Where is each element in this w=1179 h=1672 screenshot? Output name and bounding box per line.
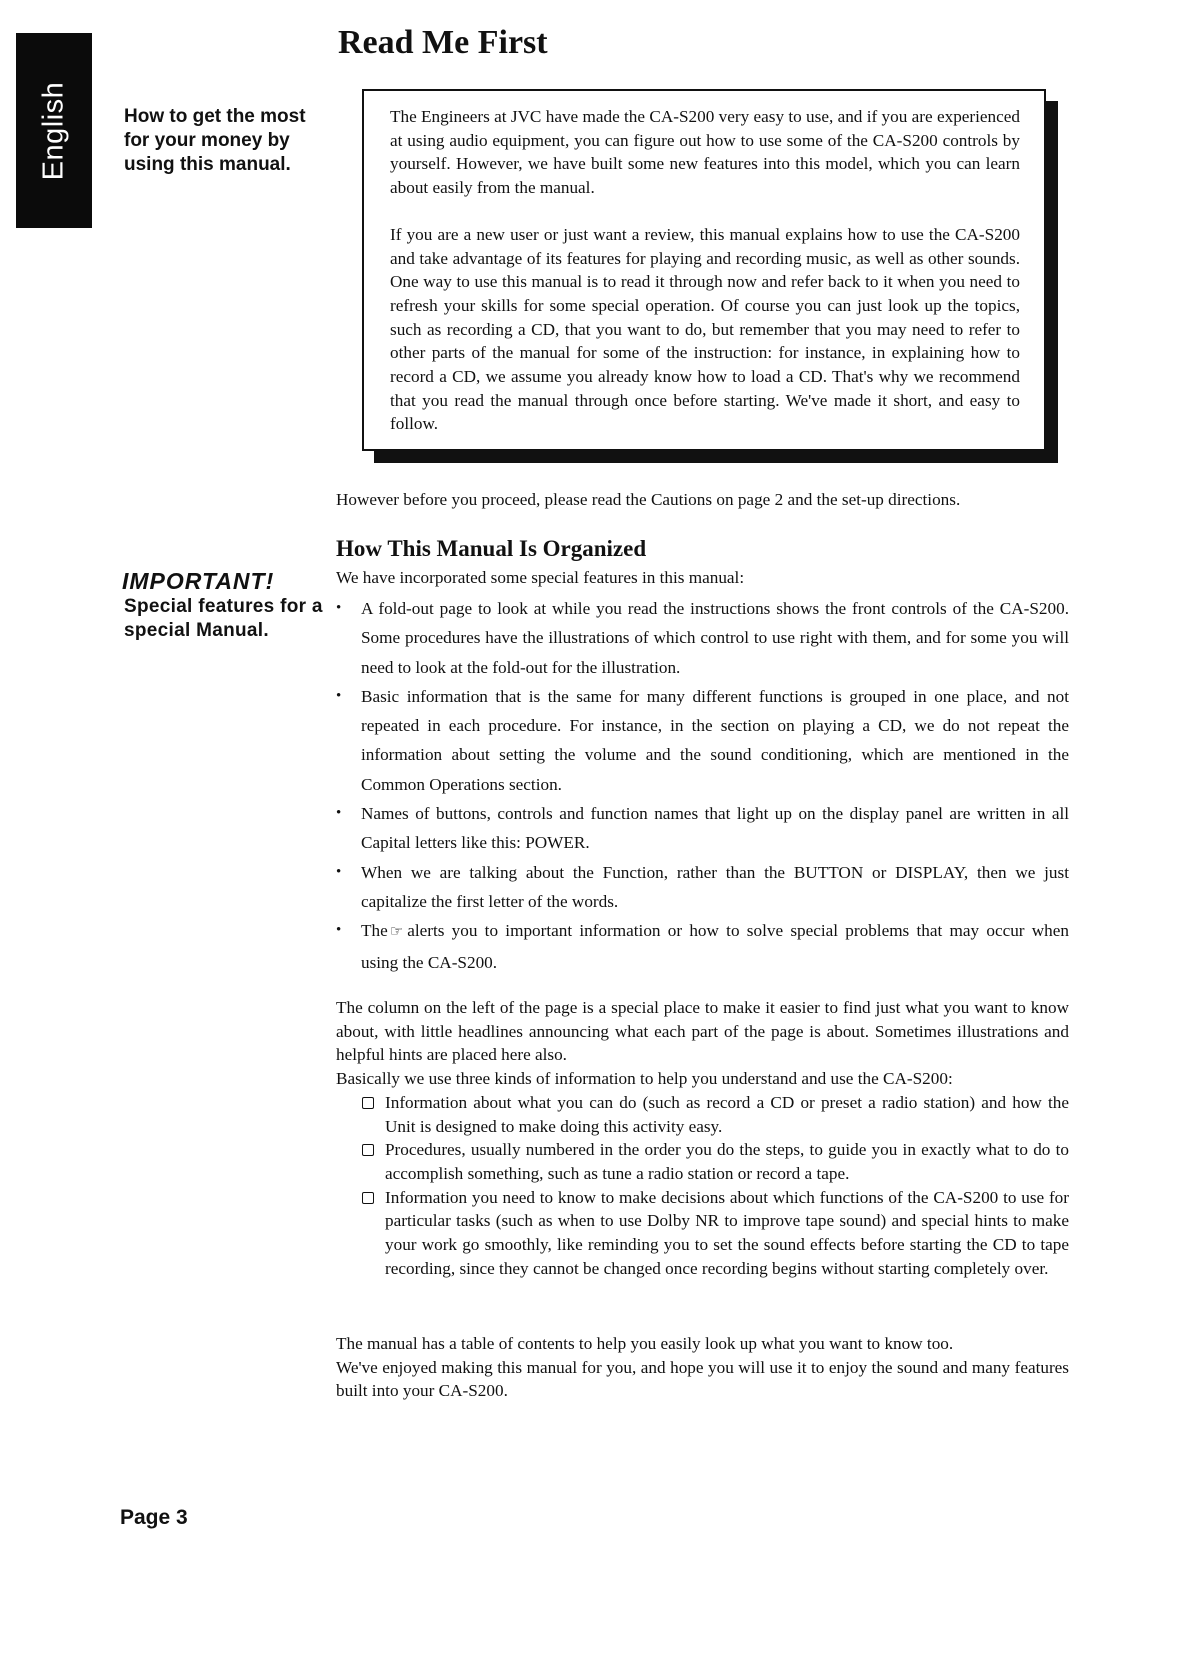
- checkbox-item: Information you need to know to make decisions about which functions of the CA-S200 to use for particular tasks (such as when to use Dolby NR to improve tape sound) and special hints to make your work go smoothly, like reminding you to set the sound effects before starting the CD to tape recording, since they cannot be changed once recording begins without starting completely over.: [361, 1186, 1069, 1281]
- feature-item-pointer: [336, 916, 1069, 977]
- before-proceed-note: However before you proceed, please read the Cautions on page 2 and the set-up directions.: [336, 490, 961, 509]
- checkbox-item: Information about what you can do (such as record a CD or preset a radio station) and how the Unit is designed to make doing this activity easy.: [361, 1091, 1069, 1138]
- feature-item: • When we are talking about the Function, rather than the BUTTON or DISPLAY, then we just capitalize the first letter of the words.: [336, 858, 1069, 917]
- intro-paragraph-1: The Engineers at JVC have made the CA-S200 very easy to use, and if you are experienced at using audio equipment, you can figure out how to use some of the CA-S200 controls by yourself. However, we have built some new features into this model, which you can learn about easily from the manual.: [390, 107, 1020, 198]
- section-intro: We have incorporated some special features in this manual:: [336, 568, 745, 587]
- pointing-hand-icon: ☞: [389, 924, 404, 941]
- language-tab: [16, 33, 92, 228]
- body-section: [336, 996, 1069, 1280]
- info-kinds-list: [336, 1091, 1069, 1281]
- sidebar-heading-special: Special features for a special Manual.: [124, 596, 323, 641]
- feature-item: • A fold-out page to look at while you read the instructions shows the front controls of the CA-S200. Some procedures have the illustrations of which control to use right with them, and for some you will need to look at the fold-out for the illustration.: [336, 594, 1069, 682]
- pointer-note-text: alerts you to important information or how to solve special problems that may occur when using the CA-S200.: [361, 921, 1069, 972]
- sidebar-important-label: IMPORTANT!: [122, 568, 275, 594]
- section-heading-organized: How This Manual Is Organized: [336, 536, 647, 561]
- page-number: Page 3: [120, 1506, 188, 1529]
- intro-box: [362, 89, 1046, 451]
- feature-item: • Names of buttons, controls and function names that light up on the display panel are written in all Capital letters like this: POWER.: [336, 799, 1069, 858]
- closing-paragraph-1: The manual has a table of contents to help you easily look up what you want to know too.: [336, 1334, 954, 1353]
- checkbox-item: Procedures, usually numbered in the order you do the steps, to guide you in exactly what to do to accomplish something, such as tune a radio station or record a tape.: [361, 1138, 1069, 1185]
- pointer-note-start: The: [361, 921, 388, 941]
- sidebar-heading-how-to: How to get the most for your money by using this manual.: [124, 106, 306, 175]
- closing-section: [336, 1332, 1069, 1403]
- kinds-intro: Basically we use three kinds of information to help you understand and use the CA-S200:: [336, 1069, 953, 1089]
- language-tab-label: English: [37, 81, 70, 181]
- column-note: The column on the left of the page is a special place to make it easier to find just what you want to know about, with little headlines announcing what each part of the page is about. Sometimes illustrations and helpful hints are placed here also.: [336, 998, 1069, 1065]
- page-title: Read Me First: [338, 24, 548, 61]
- feature-list: [336, 594, 1069, 977]
- intro-paragraph-2: If you are a new user or just want a review, this manual explains how to use the CA-S200 and take advantage of its features for playing and recording music, as well as other sounds. One way to use this manual is to read it through now and refer back to it when you need to refresh your skills for some special operation. Of course you can just look up the topics, such as recording a CD, that you want to do, but remember that you may need to refer to other parts of the manual for some of the instruction: for instance, in explaining how to record a CD, we assume you already know how to load a CD. That's why we recommend that you read the manual through once before starting. We've made it short, and easy to follow.: [390, 224, 1020, 434]
- feature-item: • Basic information that is the same for many different functions is grouped in one place, and not repeated in each procedure. For instance, in the section on playing a CD, we do not repeat the information about setting the volume and the sound conditioning, which are mentioned in the Common Operations section.: [336, 682, 1069, 799]
- closing-paragraph-2: We've enjoyed making this manual for you, and hope you will use it to enjoy the sound and many features built into your CA-S200.: [336, 1357, 1069, 1401]
